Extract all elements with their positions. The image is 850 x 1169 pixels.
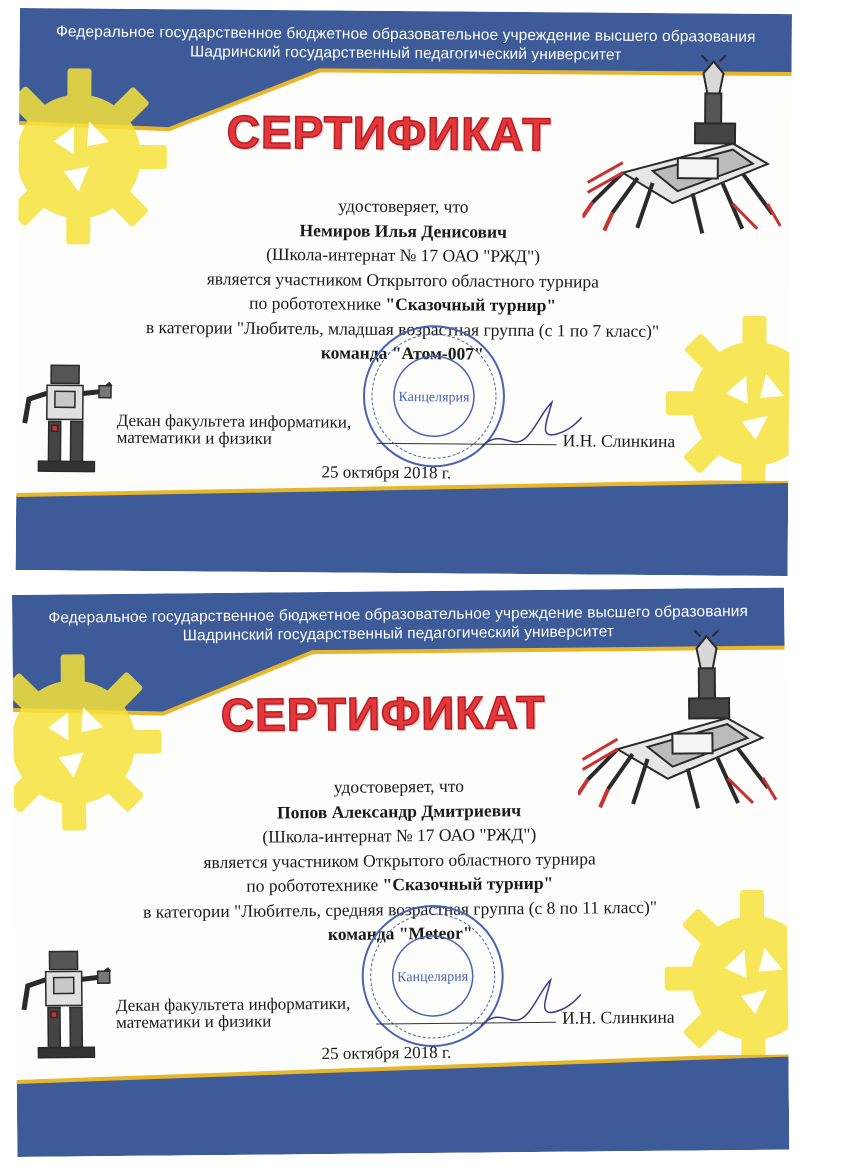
dean-line-2: математики и физики: [116, 1011, 272, 1033]
team-name: команда "Атом-007": [320, 342, 484, 364]
header-line-2: Шадринский государственный педагогический университет: [189, 43, 622, 64]
signer-name: И.Н. Слинкина: [562, 430, 676, 452]
footer-band: [16, 475, 789, 576]
certifies-text: удостоверяет, что: [338, 195, 469, 217]
dean-line-1: Декан факультета информатики,: [116, 410, 352, 432]
certifies-text: удостоверяет, что: [333, 775, 465, 797]
certificate-date: 25 октября 2018 г.: [321, 462, 452, 483]
certificate-2: [12, 588, 789, 1157]
header-line-1: Федеральное государственное бюджетное образовательное учреждение высшего образования: [48, 602, 749, 627]
recipient-name: Немиров Илья Денисович: [299, 219, 508, 242]
header-line-2: Шадринский государственный педагогический университет: [182, 623, 615, 645]
certificate-title: СЕРТИФИКАТ: [220, 685, 546, 741]
tournament-name: "Сказочный турнир": [385, 293, 557, 316]
certificate-1: [16, 8, 792, 576]
certificate-title: СЕРТИФИКАТ: [226, 105, 552, 161]
dean-line-2: математики и физики: [116, 427, 272, 448]
certificate-date: 25 октября 2018 г.: [321, 1042, 452, 1064]
dean-line-1: Декан факультета информатики,: [115, 993, 351, 1016]
team-name: команда "Meteor": [327, 922, 473, 944]
footer-band: [16, 1055, 789, 1157]
dean-title: [117, 412, 352, 448]
school-text: (Школа-интернат № 17 ОАО "РЖД"): [262, 823, 537, 847]
dean-title: [116, 995, 351, 1031]
header-line-1: Федеральное государственное бюджетное образовательное учреждение высшего образования: [55, 23, 756, 46]
stamp-text: Канцелярия: [398, 389, 470, 406]
school-text: (Школа-интернат № 17 ОАО "РЖД"): [266, 243, 541, 267]
recipient-name: Попов Александр Дмитриевич: [276, 799, 522, 822]
subject-prefix: по робототехнике: [246, 874, 383, 896]
participant-text: является участником Открытого областного турнира: [206, 267, 600, 292]
participant-text: является участником Открытого областного турнира: [203, 847, 596, 872]
tournament-name: "Сказочный турнир": [382, 872, 554, 895]
subject-prefix: по робототехнике: [249, 292, 386, 314]
stamp-text: Канцелярия: [397, 969, 469, 986]
signer-name: И.Н. Слинкина: [561, 1006, 675, 1028]
category-text: в категории "Любитель, младшая возрастная группа (с 1 по 7 класс)": [145, 316, 660, 341]
signature-icon: [476, 970, 587, 1041]
signature-icon: [476, 392, 587, 463]
category-text: в категории "Любитель, средняя возрастная группа (с 8 по 11 класс)": [142, 896, 658, 922]
